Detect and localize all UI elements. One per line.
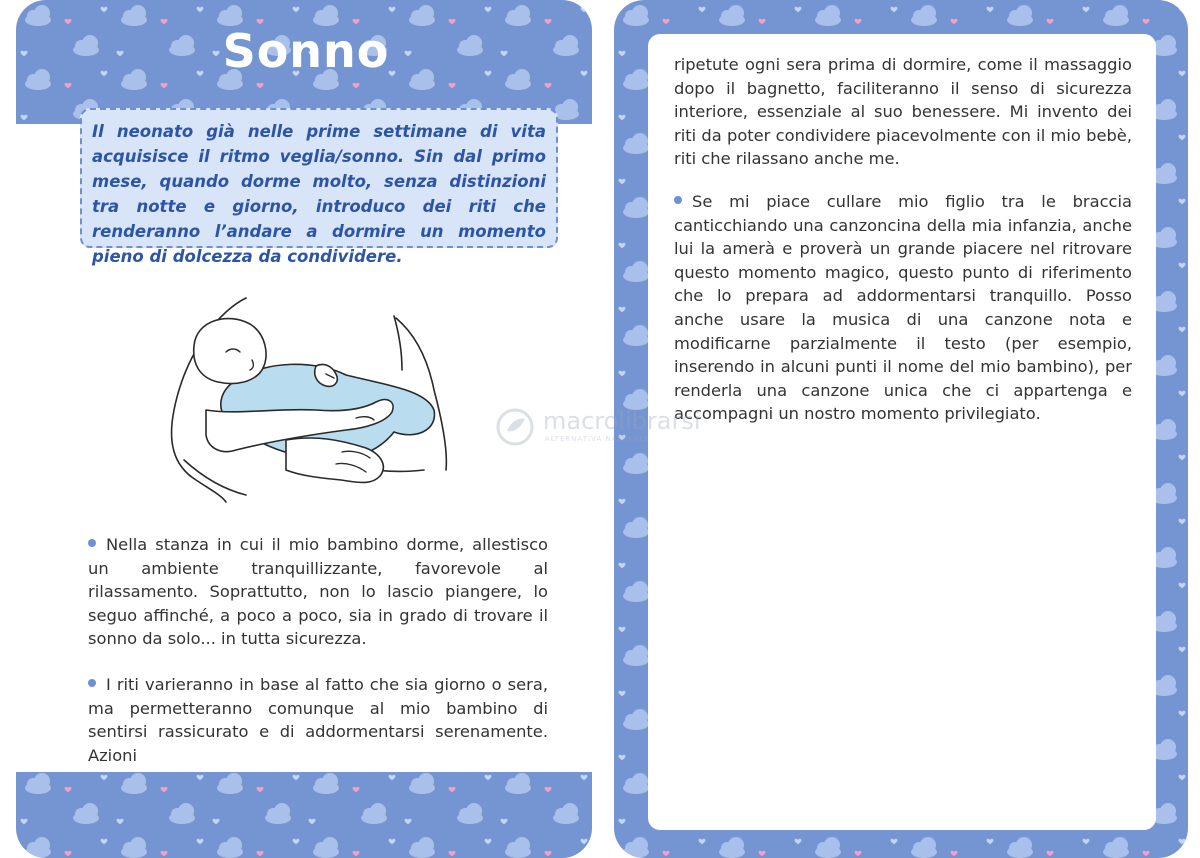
- paragraph-1: Nella stanza in cui il mio bambino dorme, allestisco un ambiente tranquillizzante, favorevole al rilassamento. Soprattutto, non lo lascio piangere, lo seguo affinché, a poco a poco, sia in grado di trovare il sonno da solo... in tutta sicurezza.: [88, 535, 548, 649]
- right-body: [674, 53, 1132, 426]
- intro-box: [80, 108, 558, 266]
- left-body: [88, 533, 548, 767]
- paragraph-2: I riti varieranno in base al fatto che sia giorno o sera, ma permetteranno comunque al mio bambino di sentirsi rassicurato e di addormentarsi serenamente. Azioni: [88, 674, 548, 765]
- watermark-brand: macrolibrarsi: [543, 407, 701, 435]
- continuation-paragraph: ripetute ogni sera prima di dormire, come il massaggio dopo il bagnetto, faciliteranno il senso di sicurezza interiore, essenziale al suo benessere. Mi invento dei riti da poter condividere piacevolmente con il mio bebè, riti che rilassano anche me.: [674, 55, 1132, 169]
- bullet-dot-icon: [674, 196, 682, 204]
- bullet-dot-icon: [88, 539, 96, 547]
- parent-holding-baby-illustration: [166, 290, 456, 505]
- intro-text: Il neonato già nelle prime settimane di vita acquisisce il ritmo veglia/sonno. Sin dal primo mese, quando dorme molto, senza distinzioni tra notte e giorno, introduco dei riti che renderanno l’andare a dormire un momento pieno di dolcezza da condividere.: [92, 122, 546, 266]
- paragraph-3: Se mi piace cullare mio figlio tra le braccia canticchiando una canzoncina della mia infanzia, anche lui la amerà e proverà un grande piacere nel ritrovare questo momento magico, questo punto di riferimento che lo prepara ad addormentarsi tranquillo. Posso anche usare la musica di una canzone nota e modificarne parzialmente il testo (per esempio, inserendo in alcuni punti il nome del mio bambino), per renderla una canzone unica che ci appartenga e accompagni un nostro momento privilegiato.: [674, 191, 1132, 424]
- watermark: [495, 405, 705, 449]
- watermark-tagline: ALTERNATIVA NATURALE: [545, 435, 651, 443]
- bullet-dot-icon: [88, 679, 96, 687]
- card-title: Sonno: [222, 24, 390, 78]
- macrolibrarsi-logo-icon: [495, 407, 535, 447]
- right-content-panel: [648, 34, 1156, 830]
